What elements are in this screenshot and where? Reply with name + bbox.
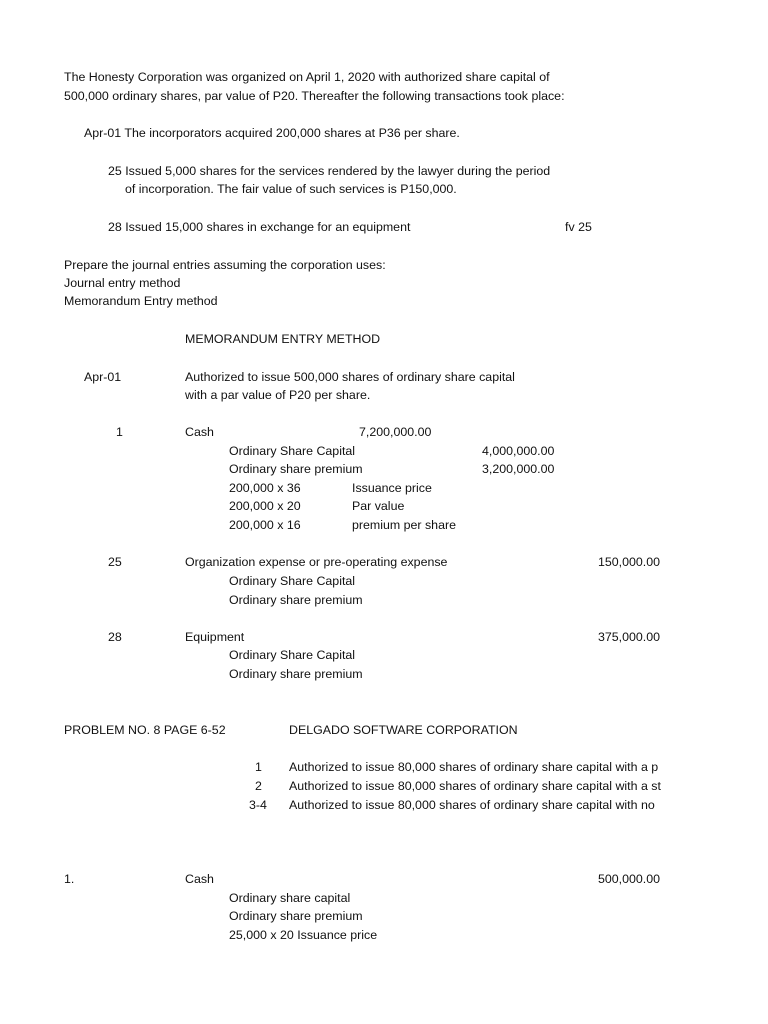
entry-28-amount: 375,000.00 <box>598 630 661 644</box>
problem-8-company: DELGADO SOFTWARE CORPORATION <box>289 723 518 737</box>
entry-25-number: 25 <box>108 555 122 569</box>
problem-8-entry-1-amount: 500,000.00 <box>598 872 661 886</box>
entry-1-credit-1-amount: 4,000,000.00 <box>482 444 555 458</box>
problem-8-title: PROBLEM NO. 8 PAGE 6-52 <box>64 723 226 737</box>
transaction-25-line-1: 25 Issued 5,000 shares for the services rendered by the lawyer during the period <box>108 164 551 178</box>
entry-1-credit-2-amount: 3,200,000.00 <box>482 462 555 476</box>
problem-8-item-text: Authorized to issue 80,000 shares of ordinary share capital with a p <box>289 760 659 774</box>
entry-25-credit-2-account: Ordinary share premium <box>229 593 363 607</box>
calc-expr: 200,000 x 20 <box>229 499 301 513</box>
entry-1-number: 1 <box>116 425 123 439</box>
transaction-25-line-2: of incorporation. The fair value of such services is P150,000. <box>125 182 457 196</box>
calc-expr: 200,000 x 16 <box>229 518 301 532</box>
entry-25-amount: 150,000.00 <box>598 555 661 569</box>
calc-label: Issuance price <box>352 481 432 495</box>
instructions-line-2: Journal entry method <box>64 276 181 290</box>
entry-1-credit-1-account: Ordinary Share Capital <box>229 444 356 458</box>
problem-8-entry-1-number: 1. <box>64 872 75 886</box>
entry-25-debit-account: Organization expense or pre-operating expense <box>185 555 448 569</box>
problem-8-entry-1-debit-account: Cash <box>185 872 214 886</box>
entry-1-debit-account: Cash <box>185 425 214 439</box>
problem-8-item-number: 3-4 <box>249 798 267 812</box>
problem-8-entry-1-credit-1-account: Ordinary share capital <box>229 891 351 905</box>
problem-8-item-text: Authorized to issue 80,000 shares of ordinary share capital with a st <box>289 779 661 793</box>
transaction-28-fair-value: fv 25 <box>565 220 592 234</box>
entry-28-credit-2-account: Ordinary share premium <box>229 667 363 681</box>
intro-line-1: The Honesty Corporation was organized on April 1, 2020 with authorized share capital of <box>64 70 550 84</box>
problem-8-entry-1-calc: 25,000 x 20 Issuance price <box>229 928 378 942</box>
calc-label: premium per share <box>352 518 456 532</box>
transaction-apr-01: Apr-01 The incorporators acquired 200,000 shares at P36 per share. <box>84 126 460 140</box>
problem-8-item-number: 1 <box>255 760 262 774</box>
memo-auth-line-1: Authorized to issue 500,000 shares of ordinary share capital <box>185 370 515 384</box>
instructions-line-3: Memorandum Entry method <box>64 294 218 308</box>
problem-8-item-number: 2 <box>255 779 262 793</box>
problem-8-entry-1-credit-2-account: Ordinary share premium <box>229 909 363 923</box>
entry-25-credit-1-account: Ordinary Share Capital <box>229 574 356 588</box>
instructions-line-1: Prepare the journal entries assuming the corporation uses: <box>64 258 386 272</box>
entry-28-debit-account: Equipment <box>185 630 245 644</box>
problem-8-item-text: Authorized to issue 80,000 shares of ordinary share capital with no <box>289 798 655 812</box>
memo-heading: MEMORANDUM ENTRY METHOD <box>185 332 381 346</box>
calc-label: Par value <box>352 499 405 513</box>
entry-1-debit-amount: 7,200,000.00 <box>359 425 432 439</box>
calc-expr: 200,000 x 36 <box>229 481 301 495</box>
entry-28-number: 28 <box>108 630 122 644</box>
memo-auth-line-2: with a par value of P20 per share. <box>185 388 371 402</box>
memo-auth-date: Apr-01 <box>84 370 122 384</box>
intro-line-2: 500,000 ordinary shares, par value of P20. Thereafter the following transactions took place: <box>64 89 565 103</box>
entry-1-credit-2-account: Ordinary share premium <box>229 462 363 476</box>
transaction-28: 28 Issued 15,000 shares in exchange for an equipment <box>108 220 411 234</box>
entry-28-credit-1-account: Ordinary Share Capital <box>229 648 356 662</box>
